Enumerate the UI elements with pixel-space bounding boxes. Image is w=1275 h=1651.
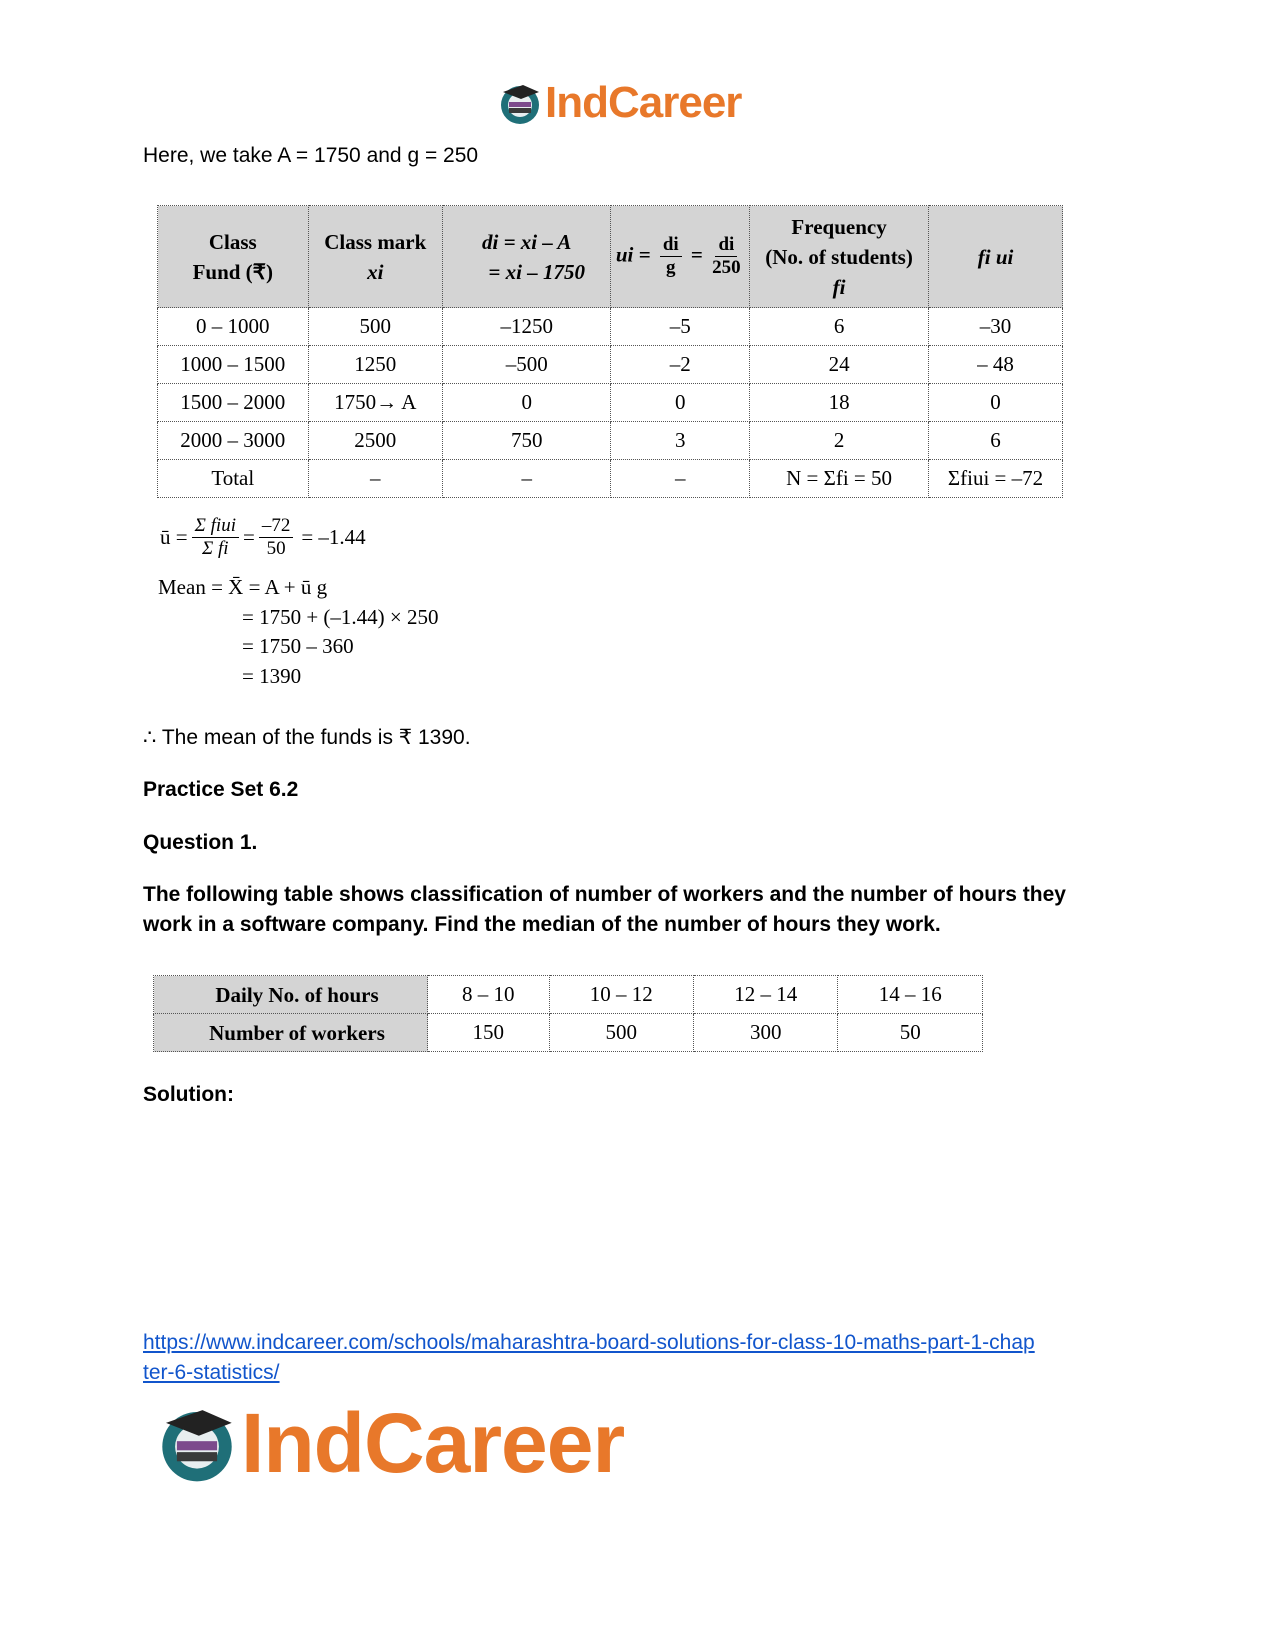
table-cell: 500 — [549, 1014, 693, 1052]
logo-wordmark: IndCareer — [545, 78, 742, 127]
table-cell: 2500 — [308, 422, 442, 460]
equals-sign: = — [242, 525, 255, 549]
table-cell: 750 — [442, 422, 611, 460]
table-cell: –500 — [442, 346, 611, 384]
table-cell: – — [442, 460, 611, 498]
table-cell: 2 — [750, 422, 929, 460]
table-cell: 1000 – 1500 — [158, 346, 309, 384]
question-title: Question 1. — [143, 831, 258, 854]
table-cell: –1250 — [442, 308, 611, 346]
table-total-row — [158, 460, 1063, 498]
table-cell: 8 – 10 — [428, 976, 550, 1014]
table-cell: Total — [158, 460, 309, 498]
header-fu: fi ui — [929, 206, 1063, 308]
graduation-cap-icon — [497, 80, 543, 126]
table-cell: 0 — [611, 384, 750, 422]
table-row — [154, 976, 983, 1014]
table-cell: 3 — [611, 422, 750, 460]
table-cell: 1250 — [308, 346, 442, 384]
footer-logo — [155, 1395, 625, 1490]
table-row — [154, 1014, 983, 1052]
table-cell: Σfiui = –72 — [929, 460, 1063, 498]
table-cell: 500 — [308, 308, 442, 346]
table-cell: 18 — [750, 384, 929, 422]
ubar-formula — [160, 515, 366, 560]
header-class-fund: Class Fund (₹) — [158, 206, 309, 308]
table-cell: 0 — [929, 384, 1063, 422]
table-row — [158, 346, 1063, 384]
fund-table — [157, 205, 1063, 498]
table-cell: –2 — [611, 346, 750, 384]
mean-step-2: = 1750 – 360 — [242, 634, 354, 658]
table-row — [158, 422, 1063, 460]
header-deviation: di = xi – A = xi – 1750 — [442, 206, 611, 308]
row-header-hours: Daily No. of hours — [154, 976, 428, 1014]
table-cell: 300 — [693, 1014, 837, 1052]
table-cell: – — [308, 460, 442, 498]
workers-table — [153, 975, 983, 1052]
intro-text: Here, we take A = 1750 and g = 250 — [143, 144, 479, 167]
table-cell: 1500 – 2000 — [158, 384, 309, 422]
header-class-mark: Class mark xi — [308, 206, 442, 308]
table-cell: 0 — [442, 384, 611, 422]
mean-step-1: = 1750 + (–1.44) × 250 — [242, 605, 439, 629]
table-cell: 6 — [750, 308, 929, 346]
header-frequency: Frequency (No. of students) fi — [750, 206, 929, 308]
table-cell: 10 – 12 — [549, 976, 693, 1014]
question-text: The following table shows classification of number of workers and the number of hours they work in a software company. Find the median of the number of hours they work. — [143, 883, 1066, 936]
table-cell: 2000 – 3000 — [158, 422, 309, 460]
conclusion-text: ∴ The mean of the funds is ₹ 1390. — [143, 726, 471, 749]
solution-label: Solution: — [143, 1083, 234, 1106]
mean-line: Mean = X̄ = A + ū g — [158, 575, 328, 599]
practice-set-title: Practice Set 6.2 — [143, 778, 299, 801]
ubar-result: = –1.44 — [301, 525, 366, 549]
logo-wordmark: IndCareer — [241, 1395, 625, 1490]
table-cell: – — [611, 460, 750, 498]
table-cell: 14 – 16 — [838, 976, 983, 1014]
row-header-workers: Number of workers — [154, 1014, 428, 1052]
table-cell: 0 – 1000 — [158, 308, 309, 346]
header-logo — [497, 78, 741, 128]
link-line-2: ter-6-statistics/ — [143, 1361, 280, 1384]
graduation-cap-icon — [155, 1401, 239, 1485]
table-cell: 50 — [838, 1014, 983, 1052]
table-cell: – 48 — [929, 346, 1063, 384]
table-cell: –30 — [929, 308, 1063, 346]
table-row — [158, 308, 1063, 346]
table-cell: 12 – 14 — [693, 976, 837, 1014]
table-cell: 24 — [750, 346, 929, 384]
mean-step-3: = 1390 — [242, 664, 302, 688]
source-link[interactable] — [143, 1328, 1035, 1388]
fraction-sum: $\frac{\text{Σ fiui}}{\text{Σ fi}}$ — [192, 515, 239, 560]
table-cell: 6 — [929, 422, 1063, 460]
header-u: ui = $\frac{di}{g}$ = $\frac{di}{250}$ — [611, 206, 750, 308]
link-line-1: https://www.indcareer.com/schools/maharashtra-board-solutions-for-class-10-maths-part-1-chap — [143, 1331, 1035, 1354]
table-cell: –5 — [611, 308, 750, 346]
fraction-value: $\frac{-72}{50}$ — [259, 515, 294, 560]
table-row — [158, 384, 1063, 422]
table-cell: 150 — [428, 1014, 550, 1052]
table-header-row — [158, 206, 1063, 308]
table-cell: N = Σfi = 50 — [750, 460, 929, 498]
ubar-label: ū = — [160, 525, 188, 549]
table-cell: 1750→ A — [308, 384, 442, 422]
